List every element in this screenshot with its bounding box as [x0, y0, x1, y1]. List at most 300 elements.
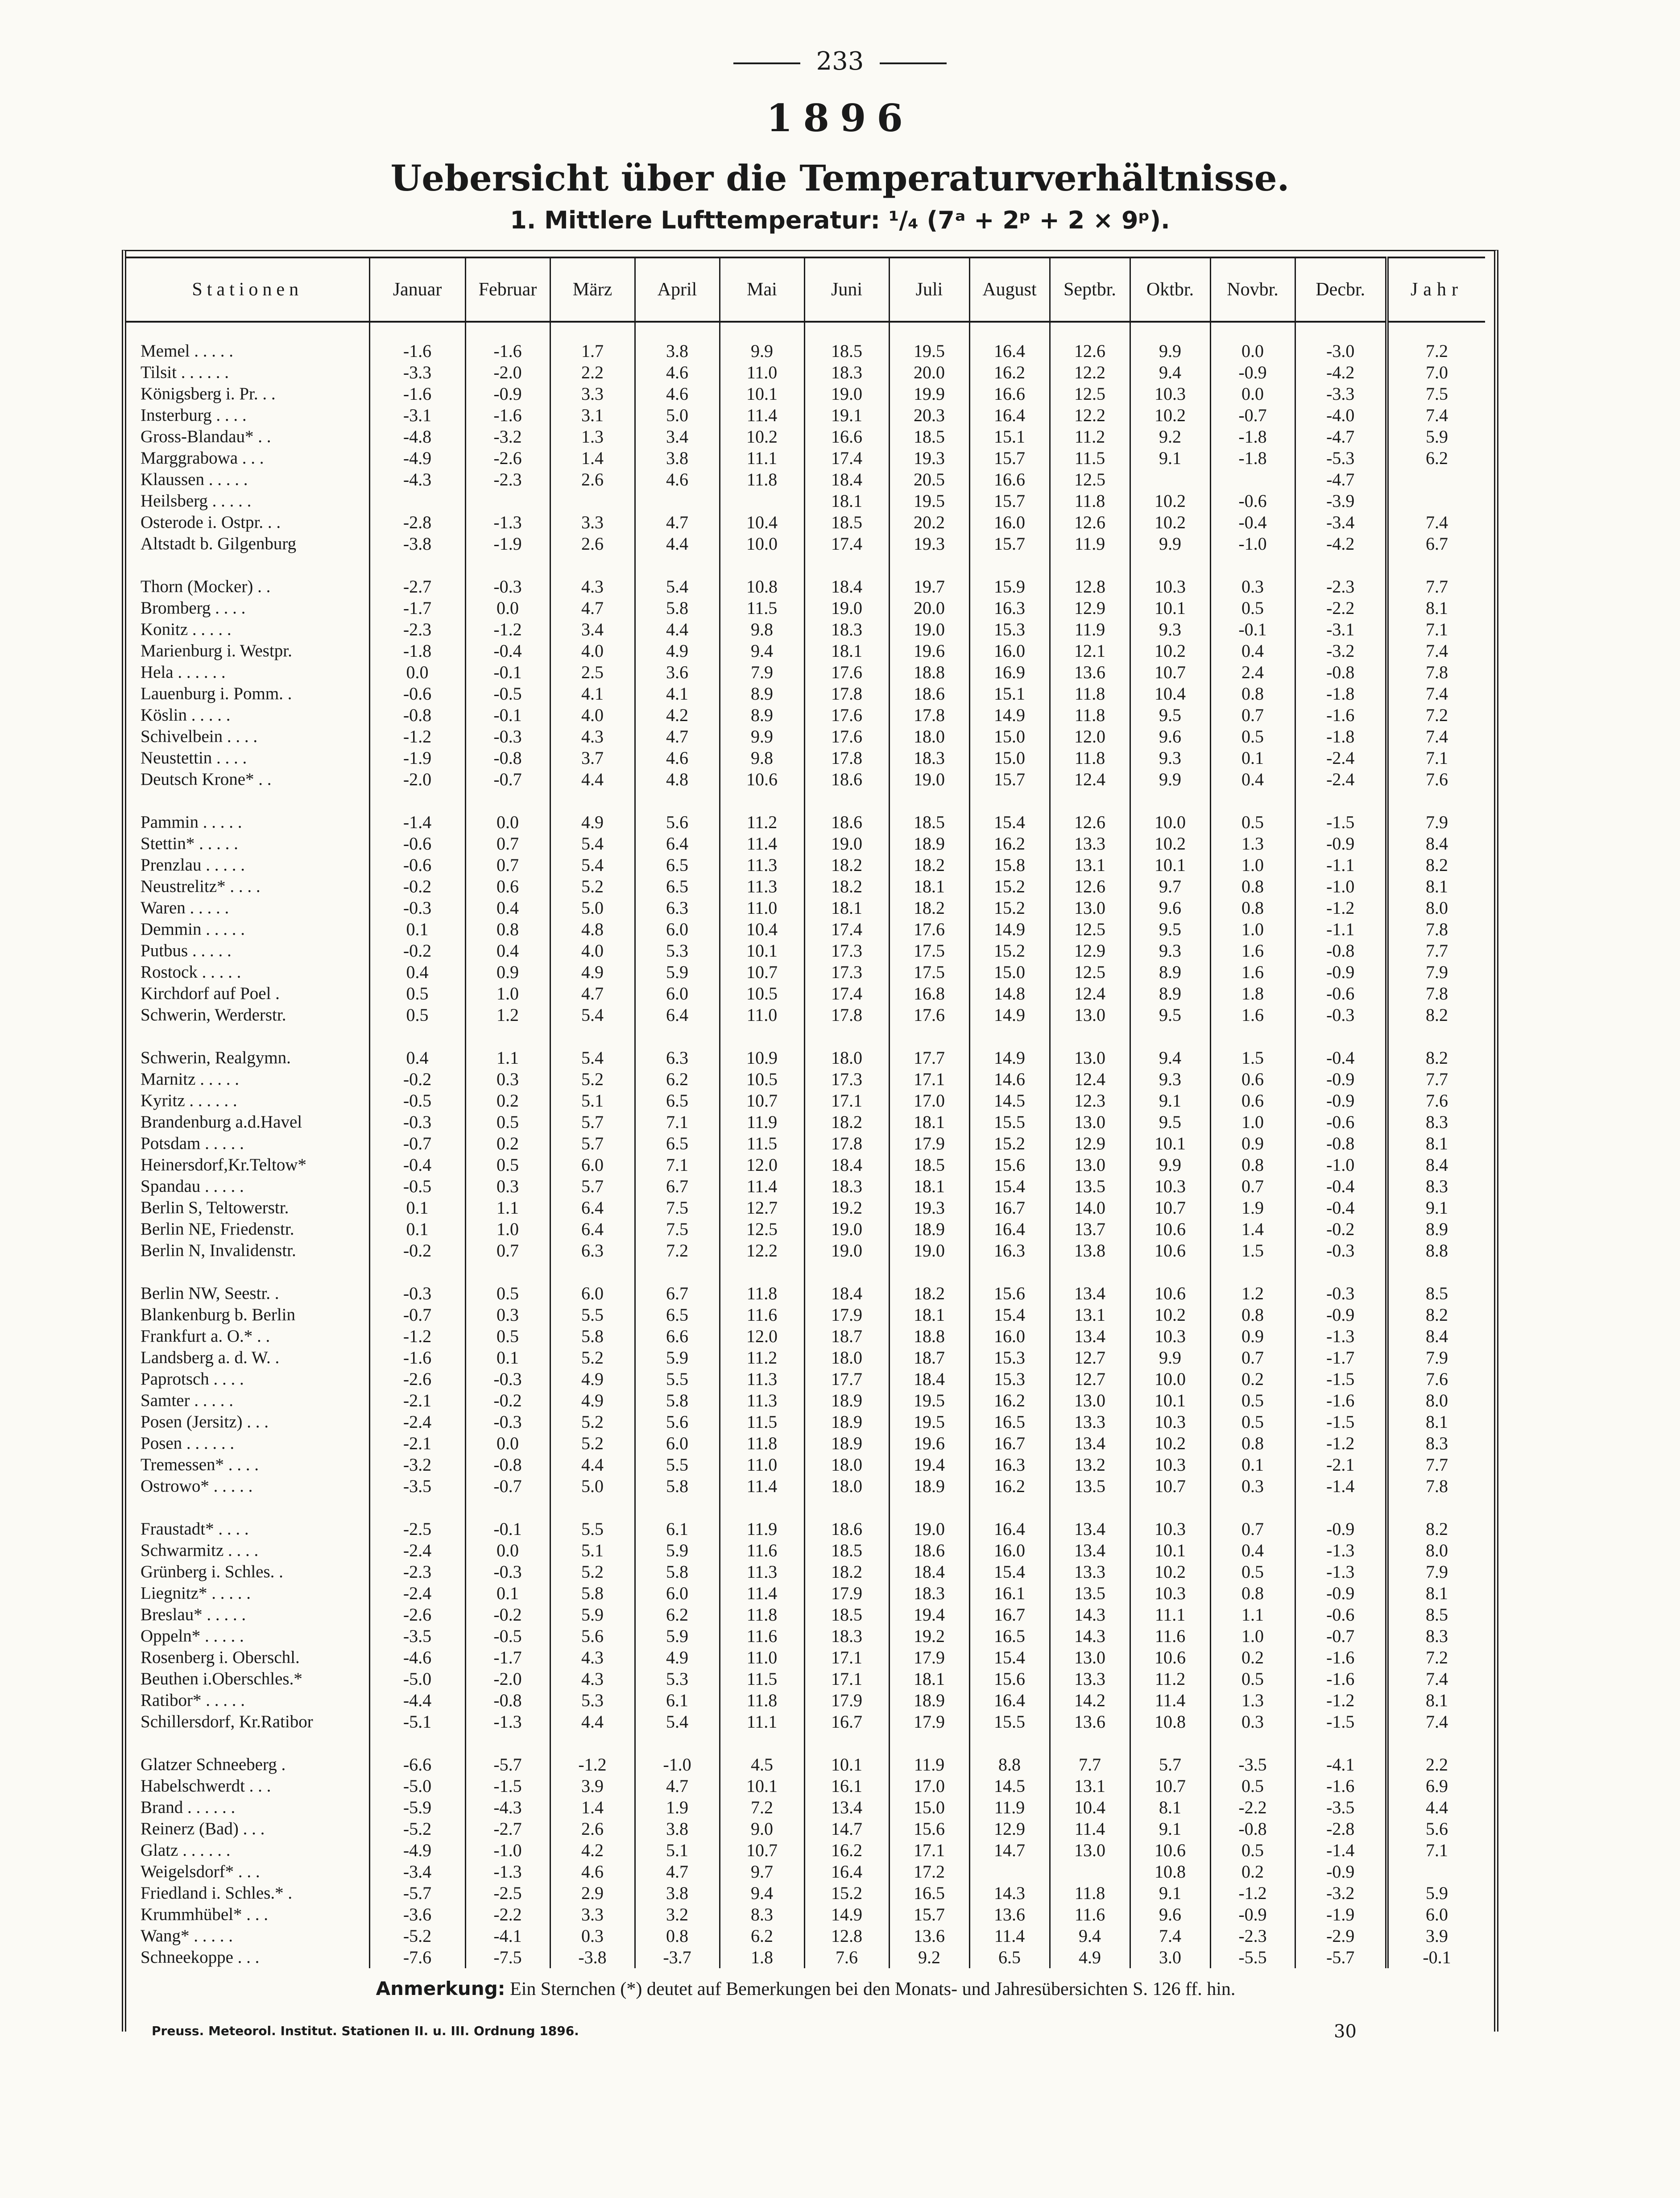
temperature-cell: 11.2 [1050, 426, 1130, 448]
table-row [126, 1561, 1485, 1583]
column-header: März [550, 257, 635, 322]
temperature-cell: -1.4 [1295, 1840, 1387, 1861]
spacer-cell [126, 790, 369, 812]
temperature-cell: 10.0 [1130, 1369, 1210, 1390]
temperature-cell: -0.4 [1295, 1197, 1387, 1219]
temperature-cell: 18.4 [804, 1283, 889, 1304]
temperature-cell: 4.7 [635, 512, 720, 533]
temperature-cell: 12.6 [1050, 876, 1130, 897]
temperature-cell: 16.9 [969, 662, 1050, 683]
temperature-cell: 3.3 [550, 383, 635, 405]
temperature-cell: -2.3 [1295, 576, 1387, 597]
spacer-cell [804, 1261, 889, 1283]
temperature-cell: 13.6 [969, 1904, 1050, 1925]
temperature-cell: 4.9 [550, 962, 635, 983]
temperature-cell: 19.0 [804, 383, 889, 405]
temperature-cell: 10.6 [720, 769, 804, 790]
temperature-cell: -2.4 [369, 1583, 465, 1604]
table-row [126, 469, 1485, 490]
temperature-cell: 4.7 [550, 983, 635, 1004]
table-row [126, 383, 1485, 405]
temperature-cell: 17.1 [889, 1840, 969, 1861]
temperature-cell: -5.2 [369, 1925, 465, 1947]
temperature-cell: 7.2 [1387, 705, 1485, 726]
temperature-cell: 1.0 [1210, 1626, 1295, 1647]
temperature-cell: 4.4 [1387, 1797, 1485, 1818]
spacer-cell [126, 1261, 369, 1283]
station-name: Putbus . . . . . [141, 941, 232, 960]
temperature-cell: 4.0 [550, 640, 635, 662]
table-row [126, 597, 1485, 619]
temperature-cell: 15.9 [969, 576, 1050, 597]
spacer-cell [1295, 790, 1387, 812]
temperature-cell: 11.4 [720, 405, 804, 426]
column-header: Septbr. [1050, 257, 1130, 322]
temperature-cell: -0.2 [369, 876, 465, 897]
temperature-cell: 0.8 [635, 1925, 720, 1947]
table-subtitle: 1. Mittlere Lufttemperatur: ¹/₄ (7ᵃ + 2ᵖ + 2 × 9ᵖ). [510, 206, 1170, 234]
temperature-cell: -2.7 [465, 1818, 550, 1840]
temperature-cell: 18.2 [889, 1283, 969, 1304]
temperature-cell: 18.1 [804, 490, 889, 512]
temperature-cell: 12.5 [1050, 962, 1130, 983]
temperature-cell: 8.4 [1387, 833, 1485, 854]
temperature-cell: 16.4 [804, 1861, 889, 1883]
table-row [126, 1347, 1485, 1369]
temperature-cell: 5.1 [550, 1090, 635, 1111]
temperature-cell: 0.3 [1210, 1476, 1295, 1497]
temperature-cell: 11.0 [720, 362, 804, 383]
temperature-cell: -1.6 [1295, 1775, 1387, 1797]
spacer-cell [126, 1733, 369, 1754]
temperature-cell: 9.4 [720, 1883, 804, 1904]
temperature-cell: -1.6 [465, 405, 550, 426]
temperature-cell: 18.6 [804, 769, 889, 790]
page-number: 233 [0, 47, 1680, 76]
temperature-cell: 11.9 [1050, 533, 1130, 555]
table-row [126, 726, 1485, 747]
temperature-cell: 16.5 [889, 1883, 969, 1904]
temperature-cell: 3.3 [550, 1904, 635, 1925]
temperature-cell: 5.4 [550, 833, 635, 854]
temperature-cell: 6.3 [635, 897, 720, 919]
spacer-cell [369, 322, 465, 340]
temperature-cell: -0.8 [465, 747, 550, 769]
table-row [126, 1647, 1485, 1668]
spacer-cell [635, 1026, 720, 1047]
table-row [126, 1111, 1485, 1133]
spacer-cell [369, 1733, 465, 1754]
temperature-cell: -0.9 [1295, 833, 1387, 854]
temperature-cell: 16.6 [804, 426, 889, 448]
temperature-cell: 12.5 [1050, 469, 1130, 490]
temperature-cell: 5.8 [635, 1476, 720, 1497]
temperature-cell: 1.2 [1210, 1283, 1295, 1304]
spacer-cell [804, 1497, 889, 1518]
temperature-cell: -0.2 [369, 1069, 465, 1090]
temperature-cell: 13.0 [1050, 1840, 1130, 1861]
temperature-cell: 18.0 [804, 1347, 889, 1369]
temperature-cell: -5.1 [369, 1711, 465, 1733]
temperature-cell: 19.0 [804, 597, 889, 619]
station-name: Kirchdorf auf Poel . [141, 984, 280, 1003]
temperature-cell: 8.9 [720, 683, 804, 705]
temperature-cell: 8.4 [1387, 1326, 1485, 1347]
column-header: Januar [369, 257, 465, 322]
temperature-cell: 11.0 [720, 1454, 804, 1476]
footer-sheet-number: 30 [1334, 2021, 1357, 2042]
temperature-cell: -1.6 [465, 340, 550, 362]
spacer-cell [1130, 1733, 1210, 1754]
temperature-cell: 6.7 [635, 1176, 720, 1197]
temperature-cell: 7.9 [1387, 812, 1485, 833]
temperature-cell: 7.8 [1387, 662, 1485, 683]
temperature-cell: 13.0 [1050, 1154, 1130, 1176]
temperature-cell: 11.0 [720, 897, 804, 919]
temperature-cell: 4.6 [635, 362, 720, 383]
temperature-cell: 17.4 [804, 448, 889, 469]
station-name: Paprotsch . . . . [141, 1369, 244, 1389]
temperature-cell: 15.5 [969, 1711, 1050, 1733]
temperature-cell: 5.3 [635, 940, 720, 962]
temperature-cell: 5.7 [550, 1176, 635, 1197]
temperature-cell: 19.9 [889, 383, 969, 405]
temperature-cell: 7.6 [1387, 1090, 1485, 1111]
table-row [126, 1390, 1485, 1411]
temperature-cell: -1.4 [369, 812, 465, 833]
temperature-cell: 0.8 [1210, 1583, 1295, 1604]
temperature-cell: -1.0 [635, 1754, 720, 1775]
temperature-cell: 20.3 [889, 405, 969, 426]
temperature-cell: 1.1 [1210, 1604, 1295, 1626]
temperature-cell: 0.2 [1210, 1369, 1295, 1390]
temperature-cell: 13.0 [1050, 897, 1130, 919]
temperature-cell: 5.4 [635, 1711, 720, 1733]
spacer-cell [1210, 1261, 1295, 1283]
spacer-cell [1210, 322, 1295, 340]
temperature-cell: 12.6 [1050, 340, 1130, 362]
temperature-cell: 4.3 [550, 1668, 635, 1690]
temperature-cell: -3.4 [1295, 512, 1387, 533]
temperature-cell: 13.0 [1050, 1004, 1130, 1026]
temperature-cell: 14.7 [969, 1840, 1050, 1861]
spacer-cell [1387, 1733, 1485, 1754]
table-row [126, 1840, 1485, 1861]
spacer-cell [635, 1733, 720, 1754]
temperature-cell: 0.5 [465, 1326, 550, 1347]
temperature-cell: 9.3 [1130, 747, 1210, 769]
temperature-cell: 9.6 [1130, 897, 1210, 919]
temperature-cell: 18.5 [804, 1540, 889, 1561]
temperature-cell: 9.9 [1130, 769, 1210, 790]
temperature-cell: 9.0 [720, 1818, 804, 1840]
spacer-cell [1130, 1026, 1210, 1047]
temperature-cell: 7.0 [1387, 362, 1485, 383]
temperature-cell: 0.0 [1210, 383, 1295, 405]
temperature-cell: -0.4 [465, 640, 550, 662]
temperature-cell: 13.1 [1050, 1304, 1130, 1326]
temperature-cell: 16.0 [969, 1326, 1050, 1347]
temperature-cell: 5.0 [550, 897, 635, 919]
temperature-cell: 7.1 [1387, 619, 1485, 640]
column-header: Juni [804, 257, 889, 322]
temperature-cell: 17.9 [804, 1304, 889, 1326]
temperature-cell: 0.8 [1210, 1154, 1295, 1176]
station-name: Weigelsdorf* . . . [141, 1862, 260, 1881]
temperature-cell: 6.5 [635, 854, 720, 876]
temperature-cell: -0.3 [465, 726, 550, 747]
temperature-cell: 4.5 [720, 1754, 804, 1775]
temperature-cell: 5.4 [550, 1047, 635, 1069]
spacer-cell [1130, 1261, 1210, 1283]
station-name: Krummhübel* . . . [141, 1905, 268, 1924]
temperature-cell: 4.7 [550, 597, 635, 619]
temperature-cell: 10.7 [720, 1840, 804, 1861]
station-name: Posen (Jersitz) . . . [141, 1412, 269, 1431]
temperature-cell: 17.2 [889, 1861, 969, 1883]
spacer-cell [1050, 1733, 1130, 1754]
temperature-cell: 3.8 [635, 1883, 720, 1904]
temperature-cell: -1.1 [1295, 854, 1387, 876]
temperature-cell: -1.6 [369, 340, 465, 362]
spacer-cell [720, 790, 804, 812]
temperature-cell: 18.9 [804, 1390, 889, 1411]
page-title: Uebersicht über die Temperaturverhältnisse. [390, 157, 1290, 199]
temperature-cell: 10.4 [720, 919, 804, 940]
temperature-cell: 18.9 [889, 1690, 969, 1711]
temperature-cell: -0.9 [1295, 1304, 1387, 1326]
temperature-cell: 15.6 [969, 1668, 1050, 1690]
temperature-cell: 7.2 [1387, 340, 1485, 362]
temperature-cell: 13.7 [1050, 1219, 1130, 1240]
temperature-cell: 11.3 [720, 876, 804, 897]
temperature-cell: 6.5 [635, 1304, 720, 1326]
temperature-cell: 3.3 [550, 512, 635, 533]
spacer-cell [804, 790, 889, 812]
temperature-cell: 0.2 [465, 1133, 550, 1154]
temperature-cell: -0.9 [1295, 962, 1387, 983]
temperature-cell: 15.4 [969, 1647, 1050, 1668]
temperature-cell: -4.4 [369, 1690, 465, 1711]
column-header: April [635, 257, 720, 322]
temperature-cell: 13.8 [1050, 1240, 1130, 1261]
temperature-cell: -0.6 [1210, 490, 1295, 512]
temperature-cell: 10.7 [720, 1090, 804, 1111]
station-name: Berlin N, Invalidenstr. [141, 1241, 296, 1260]
spacer-cell [889, 790, 969, 812]
temperature-cell: 7.1 [635, 1111, 720, 1133]
temperature-cell: 5.9 [550, 1604, 635, 1626]
temperature-cell: 10.1 [720, 383, 804, 405]
temperature-cell: 11.6 [1050, 1904, 1130, 1925]
table-row [126, 1047, 1485, 1069]
temperature-cell: 10.7 [1130, 662, 1210, 683]
temperature-cell: 11.5 [720, 597, 804, 619]
temperature-cell: 11.8 [720, 469, 804, 490]
temperature-cell: 10.5 [720, 983, 804, 1004]
spacer-cell [1130, 790, 1210, 812]
temperature-cell: 9.5 [1130, 705, 1210, 726]
temperature-cell: 12.7 [1050, 1347, 1130, 1369]
temperature-cell: 10.6 [1130, 1840, 1210, 1861]
temperature-cell: 11.9 [720, 1518, 804, 1540]
temperature-cell: 13.0 [1050, 1390, 1130, 1411]
temperature-cell: 8.3 [1387, 1176, 1485, 1197]
temperature-cell: -4.0 [1295, 405, 1387, 426]
temperature-cell: 8.1 [1130, 1797, 1210, 1818]
temperature-cell: 7.9 [1387, 1347, 1485, 1369]
temperature-cell: 1.9 [635, 1797, 720, 1818]
temperature-cell: -0.3 [1295, 1240, 1387, 1261]
temperature-cell: 14.5 [969, 1775, 1050, 1797]
temperature-cell: -3.8 [369, 533, 465, 555]
temperature-cell: 10.7 [1130, 1476, 1210, 1497]
temperature-cell: 18.2 [804, 854, 889, 876]
temperature-cell: 4.4 [635, 533, 720, 555]
table-row [126, 769, 1485, 790]
spacer-cell [1295, 1497, 1387, 1518]
temperature-cell: 12.2 [720, 1240, 804, 1261]
temperature-cell: -0.1 [1387, 1947, 1485, 1968]
footnote-text: Ein Sternchen (*) deutet auf Bemerkungen bei den Monats- und Jahresübersichten S. 126 ff. hin. [510, 1979, 1236, 1999]
temperature-cell: 0.3 [1210, 576, 1295, 597]
temperature-cell: 0.3 [465, 1304, 550, 1326]
temperature-cell: 15.6 [969, 1283, 1050, 1304]
temperature-cell [1387, 490, 1485, 512]
temperature-cell: 11.4 [1130, 1690, 1210, 1711]
temperature-cell: 10.3 [1130, 576, 1210, 597]
temperature-cell: 7.7 [1387, 576, 1485, 597]
temperature-cell: 4.3 [550, 1647, 635, 1668]
spacer-cell [969, 555, 1050, 576]
station-name: Schivelbein . . . . [141, 727, 258, 746]
temperature-cell: 18.1 [889, 1668, 969, 1690]
station-name: Waren . . . . . [141, 898, 229, 917]
temperature-cell: -1.6 [369, 383, 465, 405]
temperature-cell: 1.6 [1210, 1004, 1295, 1026]
temperature-cell: 13.5 [1050, 1583, 1130, 1604]
temperature-cell: 13.2 [1050, 1454, 1130, 1476]
temperature-cell: -1.5 [1295, 1369, 1387, 1390]
temperature-cell: 0.5 [1210, 812, 1295, 833]
station-name: Rosenberg i. Oberschl. [141, 1648, 300, 1667]
station-name: Glatzer Schneeberg . [141, 1755, 286, 1774]
temperature-cell: 17.4 [804, 533, 889, 555]
temperature-cell: 17.6 [804, 726, 889, 747]
temperature-cell: 0.5 [369, 983, 465, 1004]
temperature-cell: 12.3 [1050, 1090, 1130, 1111]
column-header: August [969, 257, 1050, 322]
temperature-cell: 12.0 [720, 1154, 804, 1176]
temperature-cell: 5.9 [1387, 426, 1485, 448]
station-name: Spandau . . . . . [141, 1177, 244, 1196]
spacer-cell [465, 790, 550, 812]
temperature-cell: 11.8 [720, 1604, 804, 1626]
temperature-cell: 16.0 [969, 640, 1050, 662]
temperature-cell: 11.5 [1050, 448, 1130, 469]
temperature-cell: 10.2 [720, 426, 804, 448]
temperature-cell: 6.4 [635, 833, 720, 854]
temperature-cell: 6.4 [550, 1197, 635, 1219]
temperature-cell: 9.2 [889, 1947, 969, 1968]
temperature-cell: 18.4 [804, 576, 889, 597]
temperature-cell: 12.5 [720, 1219, 804, 1240]
temperature-cell: -1.0 [465, 1840, 550, 1861]
temperature-cell: 18.2 [804, 1561, 889, 1583]
temperature-cell: 5.7 [550, 1133, 635, 1154]
station-name: Memel . . . . . [141, 341, 233, 361]
temperature-cell: -0.6 [369, 854, 465, 876]
temperature-cell: 11.9 [889, 1754, 969, 1775]
temperature-cell: -0.7 [465, 769, 550, 790]
spacer-cell [1130, 1497, 1210, 1518]
temperature-cell: 9.5 [1130, 919, 1210, 940]
temperature-cell: 12.0 [1050, 726, 1130, 747]
temperature-cell: -5.7 [369, 1883, 465, 1904]
temperature-cell: -5.0 [369, 1668, 465, 1690]
temperature-cell: -0.7 [369, 1133, 465, 1154]
temperature-cell: 17.8 [804, 683, 889, 705]
temperature-cell: 19.5 [889, 340, 969, 362]
spacer-cell [465, 1497, 550, 1518]
temperature-cell: 0.5 [369, 1004, 465, 1026]
temperature-cell: 5.1 [635, 1840, 720, 1861]
spacer-cell [1050, 555, 1130, 576]
temperature-cell: -4.9 [369, 448, 465, 469]
temperature-cell: -1.3 [465, 1861, 550, 1883]
temperature-cell: 7.4 [1387, 405, 1485, 426]
temperature-cell [635, 490, 720, 512]
temperature-cell [1130, 469, 1210, 490]
temperature-cell: 15.3 [969, 1369, 1050, 1390]
temperature-cell: 11.3 [720, 1561, 804, 1583]
temperature-cell: 6.2 [720, 1925, 804, 1947]
temperature-cell: 5.4 [550, 1004, 635, 1026]
temperature-cell: 8.0 [1387, 1390, 1485, 1411]
station-name: Pammin . . . . . [141, 813, 242, 832]
temperature-cell: 14.3 [1050, 1626, 1130, 1647]
temperature-cell: -0.7 [1295, 1626, 1387, 1647]
temperature-cell: 12.8 [1050, 576, 1130, 597]
station-name: Neustrelitz* . . . . [141, 877, 261, 896]
temperature-cell: -3.5 [369, 1476, 465, 1497]
station-name: Stettin* . . . . . [141, 834, 238, 853]
temperature-cell: -0.3 [369, 1283, 465, 1304]
temperature-cell: 6.5 [969, 1947, 1050, 1968]
temperature-cell: -1.3 [465, 1711, 550, 1733]
temperature-cell: 8.2 [1387, 1304, 1485, 1326]
temperature-cell: 17.9 [889, 1711, 969, 1733]
temperature-cell: 1.2 [465, 1004, 550, 1026]
temperature-cell: 16.6 [969, 383, 1050, 405]
temperature-cell: 20.5 [889, 469, 969, 490]
temperature-cell: 15.0 [969, 962, 1050, 983]
temperature-cell: -2.3 [465, 469, 550, 490]
temperature-cell: 18.5 [804, 1604, 889, 1626]
temperature-cell: 19.4 [889, 1454, 969, 1476]
temperature-cell: 6.5 [635, 1090, 720, 1111]
temperature-cell: 7.8 [1387, 919, 1485, 940]
temperature-cell: 10.2 [1130, 640, 1210, 662]
spacer-cell [465, 322, 550, 340]
temperature-cell: -0.9 [1295, 1069, 1387, 1090]
temperature-cell: -1.0 [1295, 1154, 1387, 1176]
temperature-cell: 11.2 [720, 812, 804, 833]
temperature-cell: 17.9 [889, 1133, 969, 1154]
temperature-cell: 1.3 [550, 426, 635, 448]
temperature-cell: 17.5 [889, 962, 969, 983]
temperature-cell: 4.7 [635, 1861, 720, 1883]
